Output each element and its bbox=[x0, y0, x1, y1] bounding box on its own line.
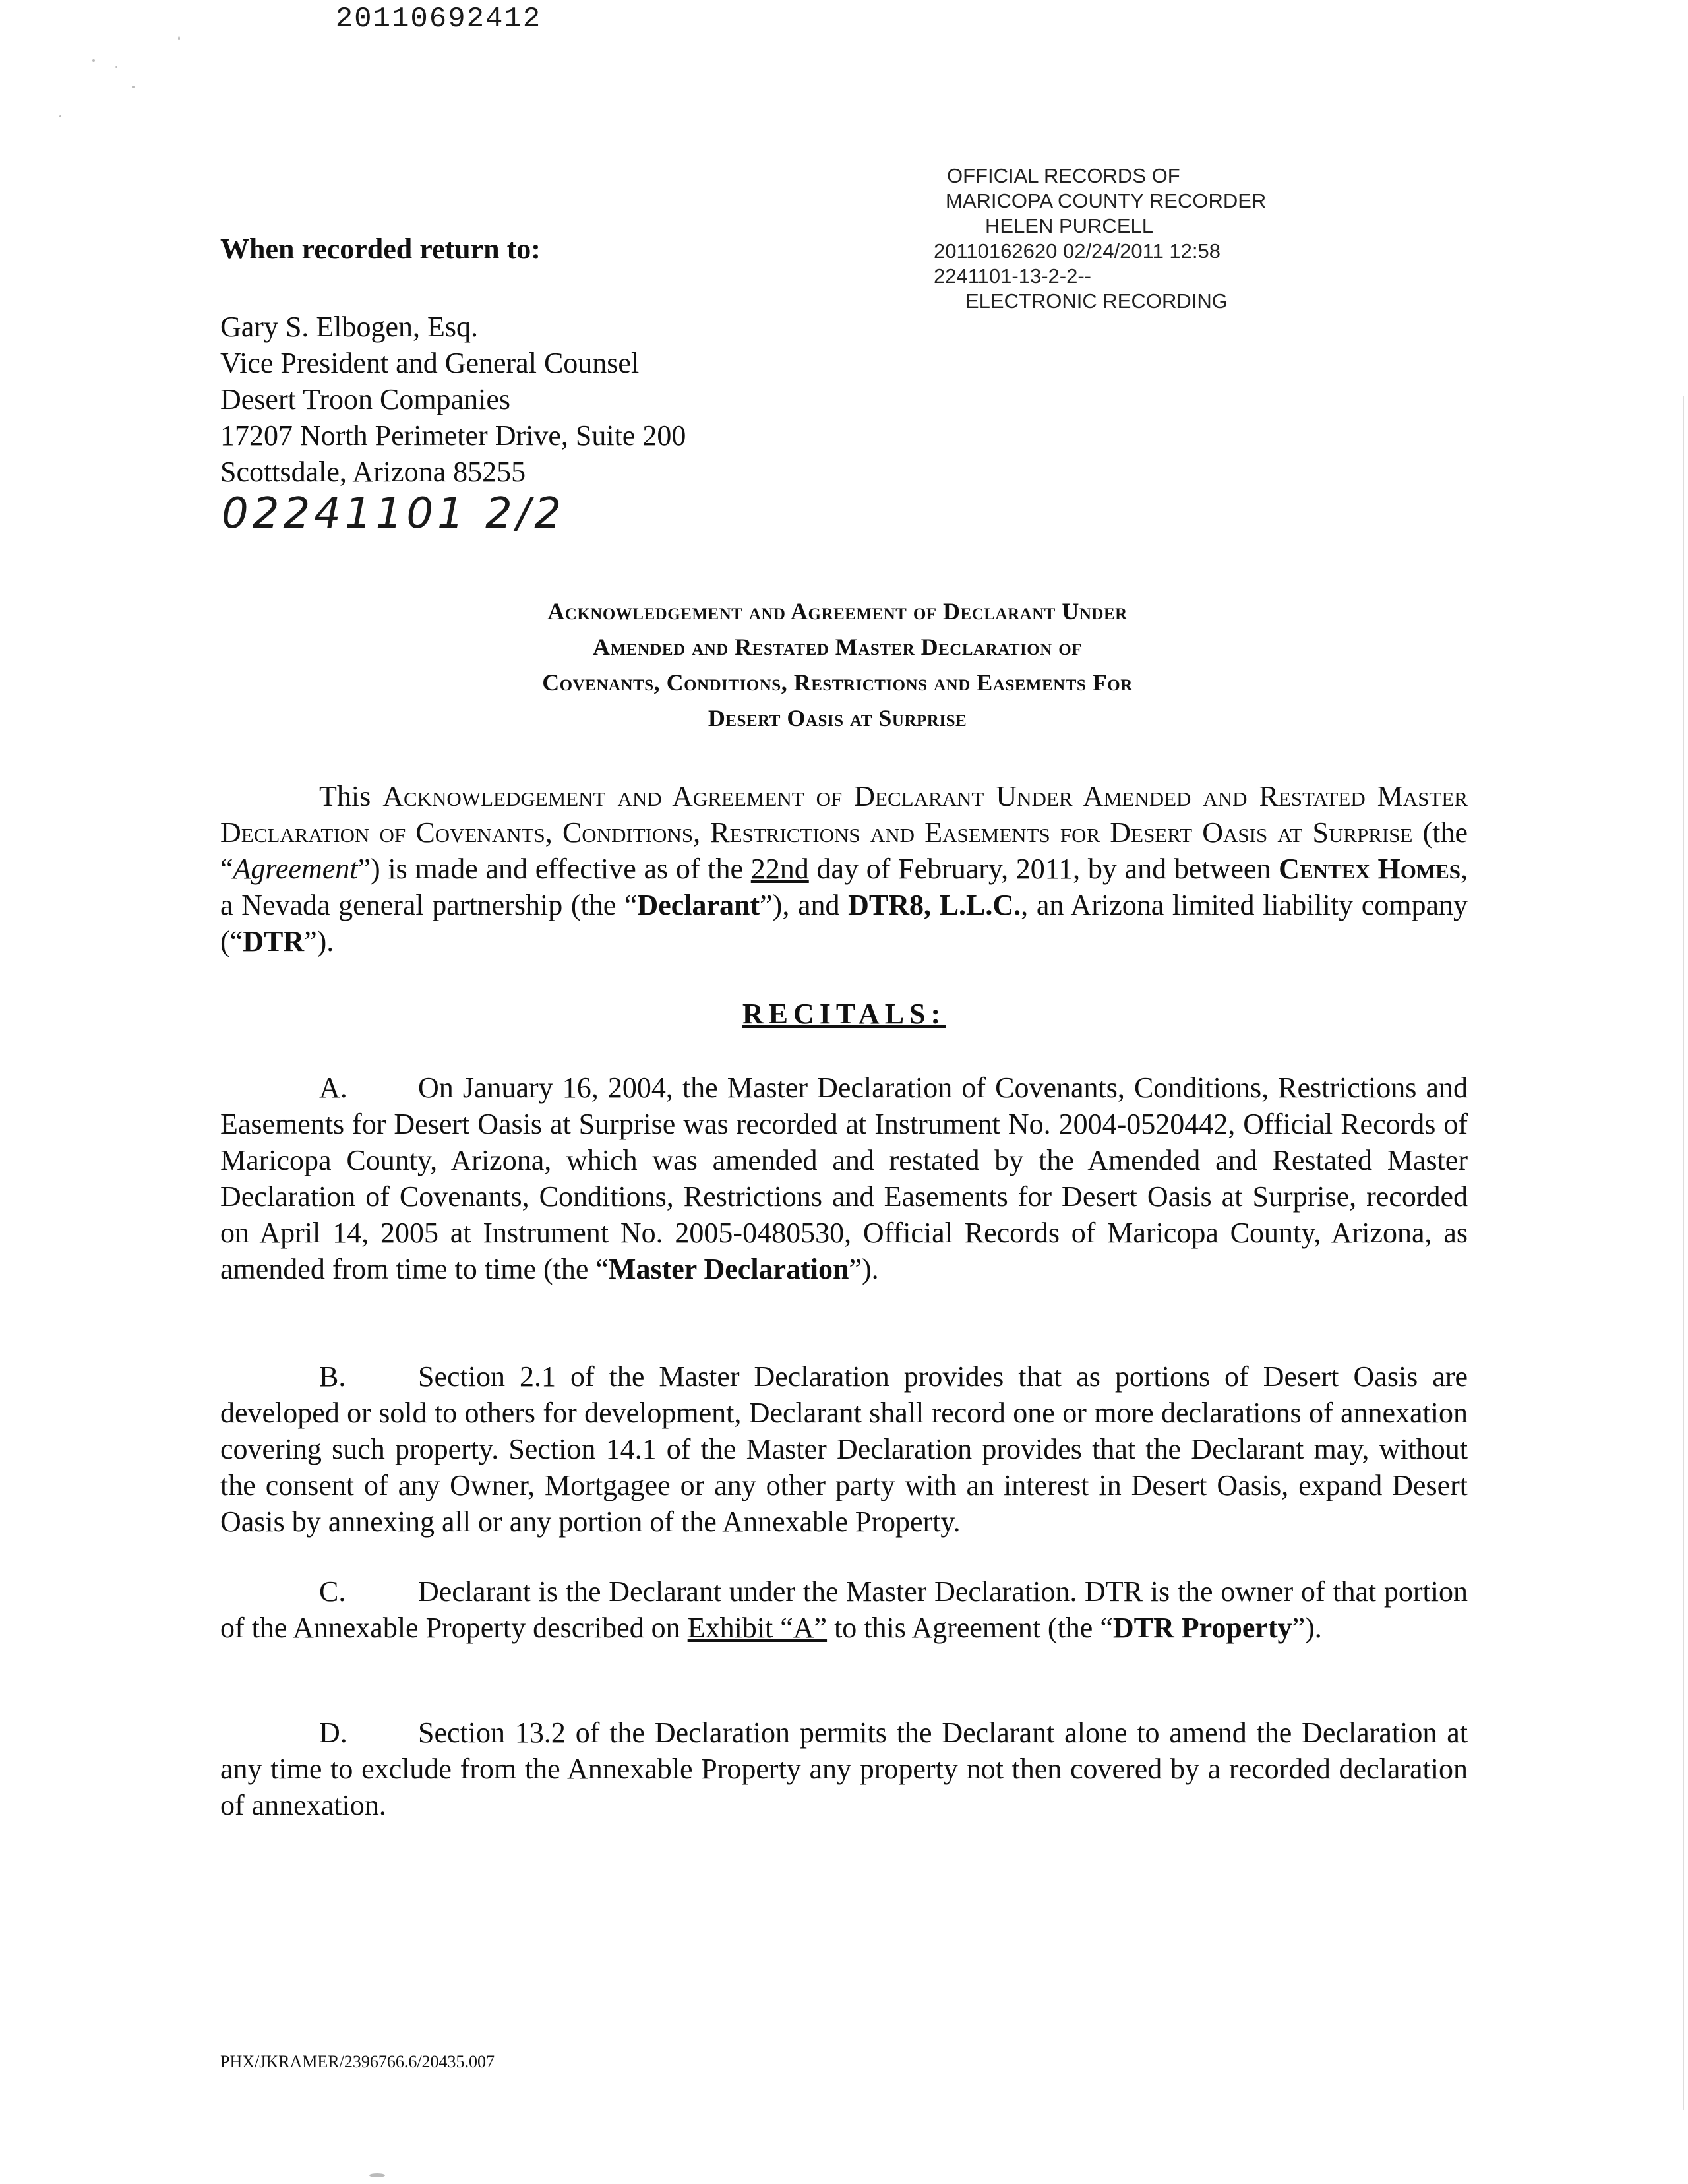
intro-paragraph: This Acknowledgement and Agreement of Declarant Under Amended and Restated Master Declaration of Covenants, Conditions, Restrictions and Easements for Desert Oasis at Surprise (the “Agreement”) is made and effective as of the 22nd day of February, 2011, by and between Centex Homes, a Nevada general partnership (the “Declarant”), and DTR8, L.L.C., an Arizona limited liability company (“DTR”). bbox=[220, 780, 1468, 957]
recorder-line: OFFICIAL RECORDS OF bbox=[947, 164, 1180, 187]
recitals-heading: RECITALS: bbox=[742, 998, 946, 1030]
recital-a: A. On January 16, 2004, the Master Declaration of Covenants, Conditions, Restrictions and Easements for Desert Oasis at Surprise was recorded at Instrument No. 2004-0520442, Official Records of Maricopa County, Arizona, which was amended and restated by the Amended and Restated Master Declaration of Covenants, Conditions, Restrictions and Easements for Desert Oasis at Surprise, recorded on April 14, 2005 at Instrument No. 2005-0480530, Official Records of Maricopa County, Arizona, as amended from time to time (the “Master Declaration”). bbox=[220, 1070, 1468, 1287]
declarant-name: Centex Homes bbox=[1279, 853, 1461, 885]
recital-letter: D. bbox=[319, 1716, 347, 1749]
scan-speck bbox=[132, 86, 135, 88]
document-number: 20110692412 bbox=[335, 3, 542, 36]
title-line: Covenants, Conditions, Restrictions and Easements For bbox=[542, 669, 1133, 696]
recorder-line: 20110162620 02/24/2011 12:58 bbox=[934, 239, 1221, 262]
dtr-label: DTR bbox=[243, 925, 305, 957]
recorder-stamp bbox=[934, 164, 1266, 314]
address-line: Gary S. Elbogen, Esq. bbox=[220, 311, 479, 343]
effective-day: 22nd bbox=[750, 853, 809, 885]
recital-c: C. Declarant is the Declarant under the Master Declaration. DTR is the owner of that portion of the Annexable Property described on Exhibit “A” to this Agreement (the “DTR Property”). bbox=[220, 1573, 1468, 1646]
title-line: Amended and Restated Master Declaration of bbox=[593, 634, 1082, 660]
agreement-full-title: Acknowledgement and Agreement of Declarant Under Amended and Restated Master Declaration of Covenants, Conditions, Restrictions and Easements for Desert Oasis at Surprise bbox=[220, 780, 1468, 849]
scan-speck bbox=[369, 2173, 385, 2177]
recorder-line: 2241101-13-2-2-- bbox=[934, 264, 1091, 288]
scan-speck bbox=[92, 59, 95, 62]
title-line: Acknowledgement and Agreement of Declarant Under bbox=[547, 598, 1128, 624]
exhibit-reference: Exhibit “A” bbox=[687, 1612, 828, 1644]
title-line: Desert Oasis at Surprise bbox=[708, 705, 967, 731]
return-to-label: When recorded return to: bbox=[220, 233, 541, 265]
handwritten-note: 02241101 2/2 bbox=[222, 489, 566, 538]
scan-edge bbox=[1683, 396, 1684, 2110]
recorder-line: HELEN PURCELL bbox=[985, 214, 1153, 237]
address-line: 17207 North Perimeter Drive, Suite 200 bbox=[220, 419, 686, 452]
scan-speck bbox=[178, 36, 180, 40]
recital-letter: B. bbox=[319, 1360, 346, 1393]
recital-letter: C. bbox=[319, 1575, 346, 1608]
recital-d: D. Section 13.2 of the Declaration permits the Declarant alone to amend the Declaration at any time to exclude from the Annexable Property any property not then covered by a recorded declaration of annexation. bbox=[220, 1714, 1468, 1823]
recorder-line: MARICOPA COUNTY RECORDER bbox=[946, 189, 1267, 212]
recital-letter: A. bbox=[319, 1072, 347, 1104]
declarant-label: Declarant bbox=[637, 889, 760, 921]
dtr-name: DTR8, L.L.C. bbox=[848, 889, 1021, 921]
scan-speck bbox=[59, 115, 61, 117]
address-line: Scottsdale, Arizona 85255 bbox=[220, 456, 526, 488]
footer-reference: PHX/JKRAMER/2396766.6/20435.007 bbox=[220, 2052, 495, 2071]
agreement-term: Agreement bbox=[233, 853, 358, 885]
address-line: Vice President and General Counsel bbox=[220, 347, 640, 379]
recital-b: B. Section 2.1 of the Master Declaration provides that as portions of Desert Oasis are developed or sold to others for development, Declarant shall record one or more declarations of annexation covering such property. Section 14.1 of the Master Declaration provides that the Declarant may, without the consent of any Owner, Mortgagee or any other party with an interest in Desert Oasis, expand Desert Oasis by annexing all or any portion of the Annexable Property. bbox=[220, 1358, 1468, 1540]
recorder-line: ELECTRONIC RECORDING bbox=[965, 289, 1228, 313]
address-line: Desert Troon Companies bbox=[220, 383, 510, 415]
document-title bbox=[198, 593, 1477, 736]
scan-speck bbox=[115, 66, 117, 68]
return-address bbox=[220, 309, 686, 490]
